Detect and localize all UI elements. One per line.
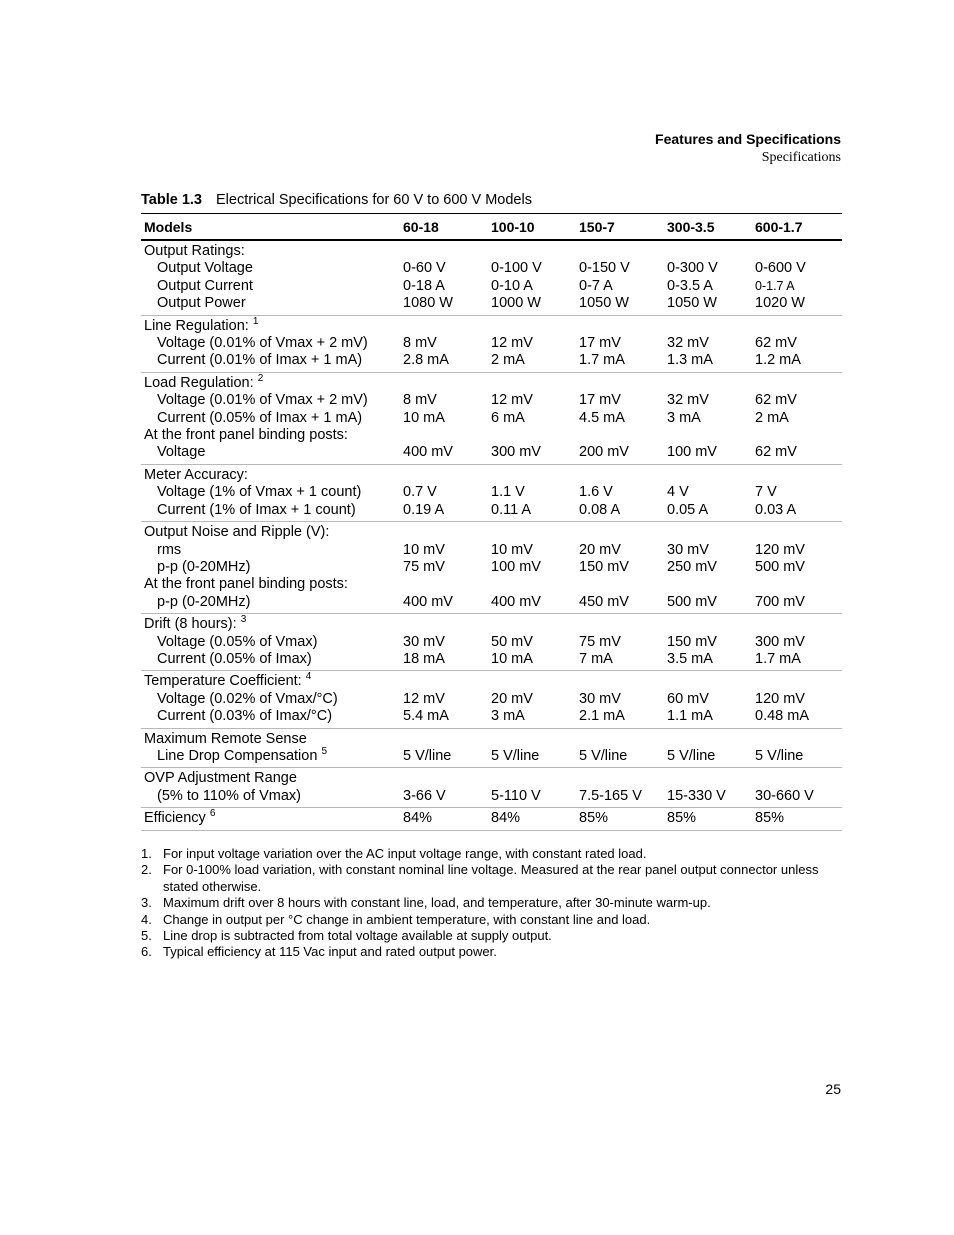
footnote-ref: 5 [321,745,327,757]
table-cell: 0.08 A [579,501,621,518]
table-cell [579,243,667,260]
table-cell: 150 mV [579,558,629,575]
row-label [141,673,403,690]
table-cell: 120 mV [755,690,805,707]
table-cell [579,616,667,633]
table-cell: 0-7 A [579,277,613,294]
table-cell [667,318,755,335]
table-cell: 0-18 A [403,277,445,294]
table-cell: 1000 W [491,295,541,312]
table-cell: 7 V [755,484,777,501]
table-cell [403,375,491,392]
footnote [141,895,841,911]
table-cell [667,467,755,484]
table-row [141,392,842,409]
table-row [141,484,842,501]
row-label-text: Current (0.05% of Imax) [157,650,312,667]
table-cell: 85% [579,810,609,827]
table-group [141,729,842,769]
row-label [141,745,403,765]
table-header-row [141,214,842,241]
column-header: Models [144,218,193,235]
table-row [141,576,842,593]
row-label [141,427,403,444]
row-label [141,542,403,559]
table-row [141,542,842,559]
row-label-text: Voltage (0.01% of Vmax + 2 mV) [157,335,368,352]
table-cell: 62 mV [755,392,797,409]
table-cell: 1050 W [667,295,717,312]
table-row [141,810,842,827]
table-cell [491,616,579,633]
table-cell: 12 mV [491,335,533,352]
table-cell [667,770,755,787]
row-label-text: Current (0.01% of Imax + 1 mA) [157,352,363,369]
table-row [141,745,842,765]
table-group [141,671,842,728]
table-cell: 120 mV [755,541,805,558]
table-cell: 85% [755,810,785,827]
table-cell: 1.1 V [491,484,525,501]
table-cell: 0.48 mA [755,708,809,725]
table-cell [403,318,491,335]
row-label [141,651,403,668]
table-cell [667,673,755,690]
row-label [141,576,403,593]
table-group [141,808,842,830]
footnote-number: 5. [141,928,152,944]
table-cell: 5 V/line [579,747,628,764]
row-label-text: Current (0.03% of Imax/°C) [157,708,333,725]
footnote-number: 4. [141,911,152,927]
table-cell: 0-150 V [579,260,630,277]
table-cell [755,576,842,593]
table-cell: 2.8 mA [403,352,449,369]
table-cell: 3 mA [491,708,525,725]
table-cell: 100 mV [491,558,541,575]
section-subtitle: Specifications [761,150,841,165]
footnote-number: 3. [141,895,152,911]
table-cell: 30 mV [579,690,621,707]
section-title: Features and Specifications [655,131,841,147]
table-row [141,467,842,484]
table-cell: 500 mV [667,593,717,610]
table-cell: 15-330 V [667,787,726,804]
row-label [141,691,403,708]
column-header: 100-10 [491,218,535,235]
table-cell: 0-10 A [491,277,533,294]
row-label-text: Current (0.05% of Imax + 1 mA) [157,409,363,426]
row-label-text: p-p (0-20MHz) [157,558,251,575]
table-cell: 0.7 V [403,484,437,501]
row-label-text: Load Regulation: [144,374,254,391]
table-row [141,243,842,260]
table-cell: 1.7 mA [579,352,625,369]
table-cell: 30 mV [403,633,445,650]
table-cell [579,375,667,392]
table-cell [403,467,491,484]
table-cell [755,243,842,260]
table-cell [491,770,579,787]
table-group [141,465,842,522]
row-label-text: p-p (0-20MHz) [157,593,251,610]
table-cell [403,427,491,444]
table-cell: 5-110 V [491,787,541,804]
row-label-text: At the front panel binding posts: [144,427,348,444]
table-row [141,616,842,633]
row-label [141,502,403,519]
row-label-text: Meter Accuracy: [144,466,248,483]
table-row [141,315,842,335]
table-cell: 0.03 A [755,501,797,518]
table-cell: 30 mV [667,541,709,558]
page-number: 25 [825,1081,841,1097]
table-cell: 700 mV [755,593,805,610]
table-cell [491,427,579,444]
row-label-text: rms [157,541,182,558]
table-cell: 6 mA [491,409,525,426]
table-cell: 12 mV [491,392,533,409]
row-label-text: Voltage [157,444,206,461]
table-cell: 62 mV [755,335,797,352]
table-group [141,768,842,808]
row-label-text: Output Power [157,295,246,312]
table-row [141,524,842,541]
table-row [141,335,842,352]
table-cell [667,616,755,633]
table-cell: 17 mV [579,392,621,409]
footnote-ref: 1 [252,315,259,327]
row-label [141,243,403,260]
table-row [141,295,842,312]
table-group [141,316,842,373]
table-cell [491,467,579,484]
table-cell [403,770,491,787]
row-label-text: Efficiency [144,810,206,827]
table-cell [755,524,842,541]
row-label [141,260,403,277]
table-cell: 10 mV [491,541,533,558]
table-cell: 400 mV [403,444,453,461]
table-row [141,691,842,708]
row-label [141,616,403,633]
table-cell: 4 V [667,484,689,501]
table-cell: 84% [403,810,433,827]
table-cell: 400 mV [403,593,453,610]
footnotes [141,846,841,961]
row-label-text: OVP Adjustment Range [144,770,297,787]
table-cell: 0-100 V [491,260,542,277]
table-cell: 32 mV [667,392,709,409]
table-cell: 20 mV [491,690,533,707]
row-label-text: At the front panel binding posts: [144,576,348,593]
table-cell: 75 mV [403,558,445,575]
table-cell [491,731,579,748]
table-cell: 100 mV [667,444,717,461]
table-cell [755,770,842,787]
table-cell: 85% [667,810,697,827]
table-cell [667,576,755,593]
row-label [141,634,403,651]
table-cell [579,524,667,541]
table-row [141,260,842,277]
row-label [141,594,403,611]
table-cell [491,375,579,392]
column-header: 600-1.7 [755,218,803,235]
table-cell: 0-3.5 A [667,277,713,294]
table-cell [579,731,667,748]
table-cell [491,576,579,593]
table-row [141,651,842,668]
row-label-text: Line Drop Compensation [157,747,318,764]
table-cell: 75 mV [579,633,621,650]
row-label-text: Output Ratings: [144,243,245,259]
table-cell: 300 mV [491,444,541,461]
table-cell [403,673,491,690]
table-cell [403,576,491,593]
table-cell [403,524,491,541]
row-label [141,335,403,352]
table-row [141,427,842,444]
row-label [141,810,403,827]
table-row [141,559,842,576]
table-cell: 0.19 A [403,501,445,518]
table-cell: 3.5 mA [667,650,713,667]
row-label-text: Voltage (1% of Vmax + 1 count) [157,484,362,501]
table-cell: 8 mV [403,392,437,409]
table-cell: 4.5 mA [579,409,625,426]
table-cell [755,616,842,633]
table-cell [579,770,667,787]
table-row [141,594,842,611]
column-header: 150-7 [579,218,615,235]
table-cell: 7 mA [579,650,613,667]
table-caption [141,192,532,208]
table-row [141,278,842,295]
table-cell [491,524,579,541]
table-cell: 2 mA [755,409,789,426]
table-caption-text: Electrical Specifications for 60 V to 600 V Models [216,192,532,208]
table-cell [755,673,842,690]
table-cell [579,673,667,690]
table-row [141,788,842,805]
row-label-text: Output Current [157,277,253,294]
table-cell [491,318,579,335]
table-cell: 1.3 mA [667,352,713,369]
table-cell: 60 mV [667,690,709,707]
table-cell: 84% [491,810,521,827]
row-label [141,278,403,295]
row-label-text: Current (1% of Imax + 1 count) [157,501,356,518]
table-row [141,352,842,369]
table-cell: 200 mV [579,444,629,461]
table-cell [755,731,842,748]
table-row [141,410,842,427]
footnote-ref: 2 [257,372,264,384]
table-cell [579,427,667,444]
footnote [141,928,841,944]
table-row [141,372,842,392]
footnote-text: Typical efficiency at 115 Vac input and rated output power. [163,944,497,960]
table-cell: 1.1 mA [667,708,713,725]
table-cell: 32 mV [667,335,709,352]
table-cell [403,616,491,633]
footnote-number: 2. [141,862,152,878]
table-cell: 5.4 mA [403,708,449,725]
row-label [141,372,403,392]
table-row [141,673,842,690]
row-label-text: Line Regulation: [144,317,249,334]
footnote-ref: 6 [209,808,216,820]
table-cell: 7.5-165 V [579,787,642,804]
table-group [141,614,842,671]
footnote-text: Change in output per °C change in ambient temperature, with constant line and load. [163,911,651,927]
table-cell: 0.05 A [667,501,709,518]
row-label-text: Voltage (0.02% of Vmax/°C) [157,690,338,707]
table-cell: 450 mV [579,593,629,610]
column-header: 300-3.5 [667,218,715,235]
row-label [141,315,403,335]
table-row [141,708,842,725]
row-label-text: (5% to 110% of Vmax) [157,787,301,804]
table-cell: 0.11 A [491,501,532,518]
row-label-text: Output Noise and Ripple (V): [144,524,330,541]
table-cell: 0-60 V [403,260,446,277]
table-cell [579,467,667,484]
footnote-text: For 0-100% load variation, with constant nominal line voltage. Measured at the rear panel output connector unless stated otherwise. [163,862,819,894]
row-label-text: Maximum Remote Sense [144,730,307,747]
row-label [141,410,403,427]
table-cell: 18 mA [403,650,445,667]
column-header: 60-18 [403,218,439,235]
table-cell [667,427,755,444]
row-label [141,731,403,748]
table-cell: 5 V/line [491,747,540,764]
table-cell [491,243,579,260]
footnote-text: Maximum drift over 8 hours with constant line, load, and temperature, after 30-minute warm-up. [163,895,711,911]
table-cell: 0-600 V [755,260,806,277]
row-label [141,352,403,369]
table-row [141,731,842,748]
table-cell [755,318,842,335]
row-label [141,770,403,787]
table-cell: 150 mV [667,633,717,650]
table-cell: 5 V/line [755,747,804,764]
table-cell: 1080 W [403,295,453,312]
table-cell: 17 mV [579,335,621,352]
table-cell [667,375,755,392]
footnote-ref: 3 [240,614,247,626]
row-label-text: Output Voltage [157,260,253,277]
table-cell: 400 mV [491,593,541,610]
row-label [141,559,403,576]
table-cell [755,427,842,444]
footnote [141,846,841,862]
specifications-table [141,213,842,831]
footnote [141,912,841,928]
table-cell: 20 mV [579,541,621,558]
table-cell: 50 mV [491,633,533,650]
footnote [141,862,841,895]
table-cell [579,318,667,335]
table-cell [579,576,667,593]
row-label [141,444,403,461]
table-cell: 10 mA [491,650,533,667]
row-label [141,788,403,805]
table-cell: 0-300 V [667,260,718,277]
table-row [141,502,842,519]
row-label-text: Voltage (0.01% of Vmax + 2 mV) [157,392,368,409]
table-cell: 12 mV [403,690,445,707]
table-cell: 2 mA [491,352,525,369]
table-number: Table 1.3 [141,192,202,208]
table-cell: 3-66 V [403,787,446,804]
row-label-text: Voltage (0.05% of Vmax) [157,633,318,650]
row-label [141,392,403,409]
table-cell [403,731,491,748]
table-cell: 5 V/line [403,747,452,764]
table-cell: 250 mV [667,558,717,575]
table-cell [667,243,755,260]
footnote [141,944,841,960]
row-label [141,524,403,541]
table-cell: 10 mV [403,541,445,558]
table-cell [667,524,755,541]
table-cell: 1.7 mA [755,650,801,667]
table-group [141,241,842,316]
table-row [141,444,842,461]
table-cell: 3 mA [667,409,701,426]
footnote-number: 6. [141,944,152,960]
footnote-text: Line drop is subtracted from total voltage available at supply output. [163,928,552,944]
footnote-text: For input voltage variation over the AC input voltage range, with constant rated load. [163,846,647,861]
row-label [141,708,403,725]
table-group [141,373,842,465]
row-label-text: Temperature Coefficient: [144,673,302,690]
table-cell: 8 mV [403,335,437,352]
table-cell: 2.1 mA [579,708,625,725]
table-cell [491,673,579,690]
table-row [141,770,842,787]
table-row [141,634,842,651]
table-cell: 1.6 V [579,484,613,501]
table-cell: 1020 W [755,295,805,312]
table-cell [403,243,491,260]
table-cell: 300 mV [755,633,805,650]
table-cell: 500 mV [755,558,805,575]
table-group [141,522,842,614]
row-label [141,467,403,484]
row-label [141,484,403,501]
table-cell: 10 mA [403,409,445,426]
row-label-text: Drift (8 hours): [144,616,237,633]
row-label [141,295,403,312]
table-cell: 1050 W [579,295,629,312]
table-cell: 5 V/line [667,747,716,764]
footnote-ref: 4 [305,671,312,683]
table-cell [755,467,842,484]
table-cell: 30-660 V [755,787,814,804]
table-cell: 1.2 mA [755,352,801,369]
table-cell [667,731,755,748]
table-cell: 62 mV [755,444,797,461]
table-body [141,241,842,831]
table-cell [755,375,842,392]
table-cell: 0-1.7 A [755,278,795,293]
footnote-number: 1. [141,846,152,861]
